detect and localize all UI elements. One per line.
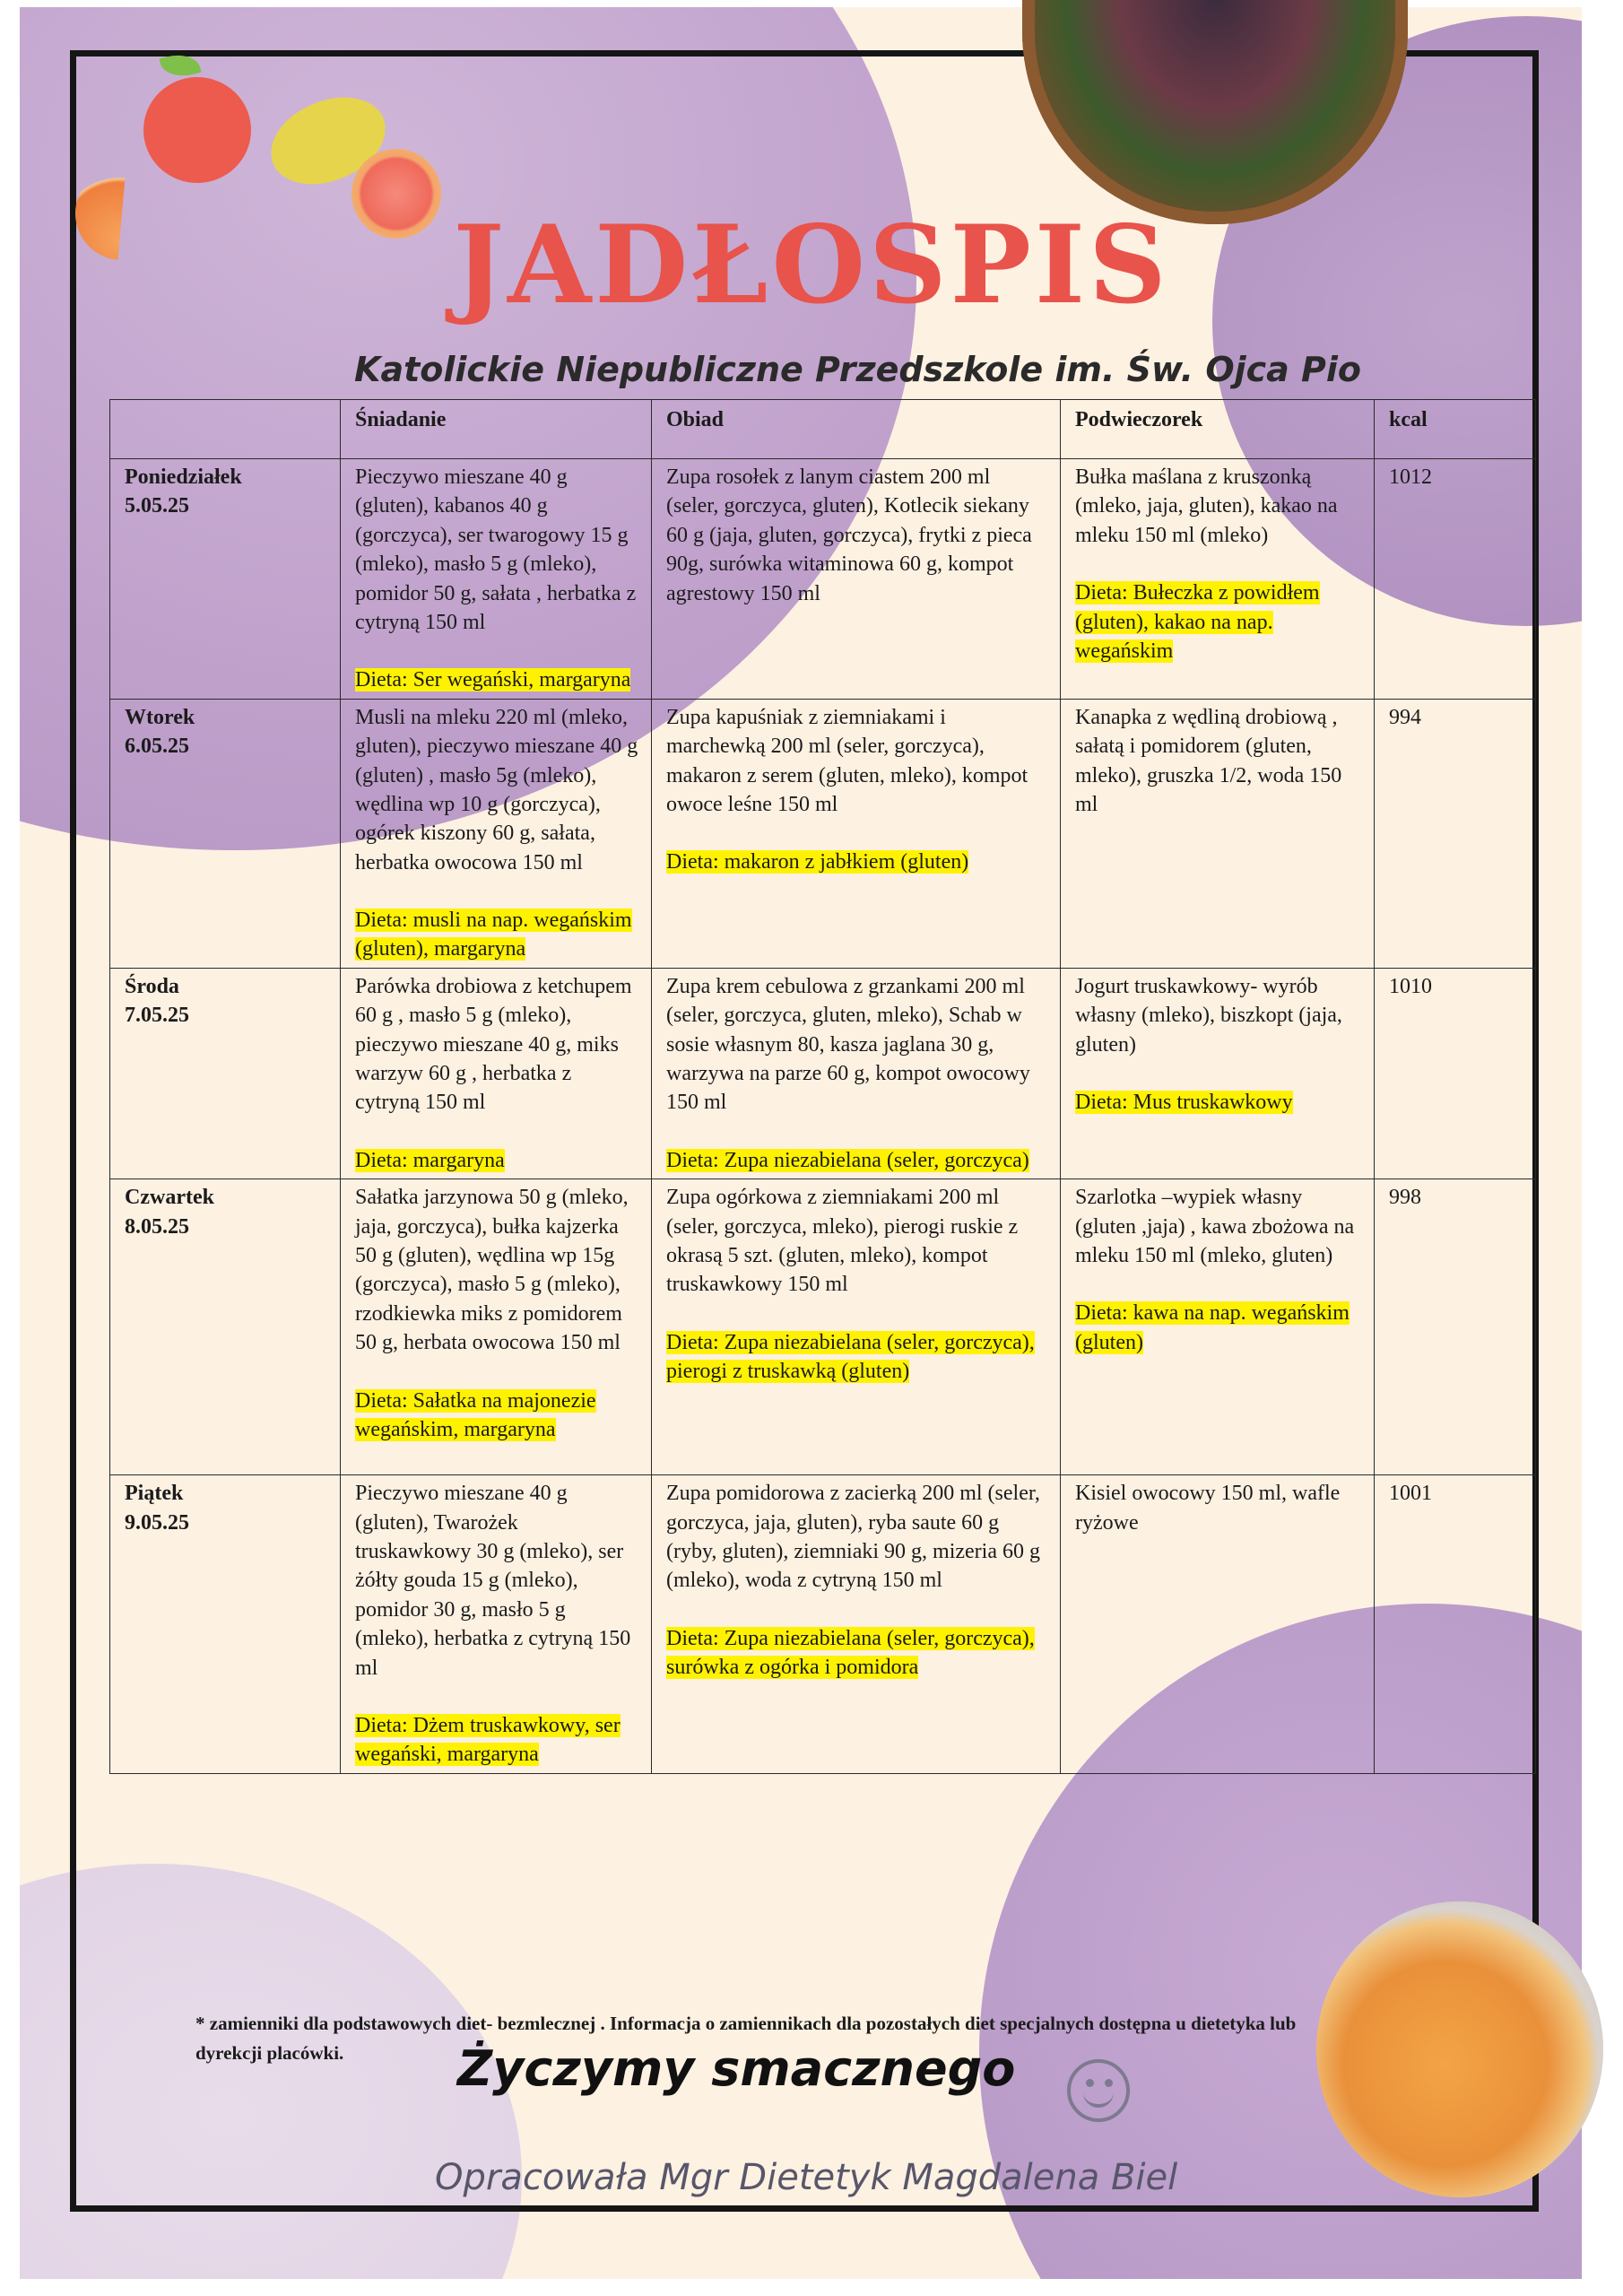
spacer: [355, 1358, 638, 1387]
spacer: [355, 1683, 638, 1711]
spacer: [355, 637, 638, 665]
kcal-cell: 1012: [1375, 459, 1536, 700]
lunch-cell: [652, 1475, 1061, 1774]
day-cell: [110, 699, 341, 968]
day-date: 6.05.25: [125, 735, 189, 759]
snack-text: Kanapka z wędliną drobiową , sałatą i pomidorem (gluten, mleko), gruszka 1/2, woda 150 ml: [1075, 705, 1342, 816]
table-row: [110, 1179, 1536, 1475]
breakfast-text: Musli na mleku 220 ml (mleko, gluten), pieczywo mieszane 40 g (gluten) , masło 5g (mleko), wędlina wp 10 g (gorczyca), ogórek kiszony 60 g, sałata, herbatka owocowa 150 ml: [355, 705, 638, 874]
lunch-cell: [652, 699, 1061, 968]
day-date: 8.05.25: [125, 1214, 189, 1239]
snack-cell: [1061, 459, 1375, 700]
breakfast-diet-note: Dieta: Sałatka na majonezie wegańskim, margaryna: [355, 1388, 596, 1441]
lunch-text: Zupa kapuśniak z ziemniakami i marchewką 200 ml (seler, gorczyca), makaron z serem (gluten, mleko), kompot owoce leśne 150 ml: [666, 705, 1028, 816]
kcal-cell: 1001: [1375, 1475, 1536, 1774]
breakfast-diet-note: Dieta: musli na nap. wegańskim (gluten), margaryna: [355, 909, 632, 961]
breakfast-text: Pieczywo mieszane 40 g (gluten), kabanos 40 g (gorczyca), ser twarogowy 15 g (mleko), masło 5 g (mleko), pomidor 50 g, sałata , herbatka z cytryną 150 ml: [355, 465, 637, 634]
day-name: Czwartek: [125, 1186, 214, 1210]
wish-text: Życzymy smacznego: [457, 2040, 1016, 2097]
smiley-icon: [1067, 2059, 1130, 2122]
lunch-diet-note: Dieta: Zupa niezabielana (seler, gorczyca): [666, 1148, 1029, 1172]
spacer: [1075, 550, 1361, 578]
table-row: [110, 699, 1536, 968]
snack-text: Szarlotka –wypiek własny (gluten ,jaja) , kawa zbożowa na mleku 150 ml (mleko, gluten): [1075, 1186, 1355, 1267]
header-sniadanie: Śniadanie: [341, 400, 652, 459]
day-name: Środa: [125, 974, 179, 998]
table-row: [110, 968, 1536, 1178]
author-credit: Opracowała Mgr Dietetyk Magdalena Biel: [435, 2157, 1178, 2198]
spacer: [666, 1118, 1047, 1146]
breakfast-cell: [341, 1475, 652, 1774]
spacer: [666, 1300, 1047, 1328]
kcal-cell: 998: [1375, 1179, 1536, 1475]
day-cell: [110, 1475, 341, 1774]
smiley-mouth: [1083, 2084, 1114, 2108]
breakfast-text: Sałatka jarzynowa 50 g (mleko, jaja, gorczyca), bułka kajzerka 50 g (gluten), wędlina wp 15g (gorczyca), masło 5 g (mleko), rzodkiewka miks z pomidorem 50 g, herbata owocowa 150 ml: [355, 1186, 629, 1355]
spacer: [1075, 1059, 1361, 1088]
breakfast-diet-note: Dieta: Ser wegański, margaryna: [355, 668, 631, 692]
kcal-cell: 1010: [1375, 968, 1536, 1178]
menu-table: [109, 399, 1536, 1774]
snack-cell: [1061, 699, 1375, 968]
snack-cell: [1061, 1179, 1375, 1475]
table-header-row: [110, 400, 1536, 459]
header-kcal: kcal: [1375, 400, 1536, 459]
kcal-cell: 994: [1375, 699, 1536, 968]
snack-cell: [1061, 968, 1375, 1178]
breakfast-cell: [341, 1179, 652, 1475]
spacer: [666, 1596, 1047, 1624]
day-date: 7.05.25: [125, 1004, 189, 1028]
day-date: 9.05.25: [125, 1510, 189, 1535]
header-podwieczorek: Podwieczorek: [1061, 400, 1375, 459]
lunch-cell: [652, 968, 1061, 1178]
breakfast-cell: [341, 459, 652, 700]
day-cell: [110, 968, 341, 1178]
lunch-diet-note: Dieta: Zupa niezabielana (seler, gorczyca), surówka z ogórka i pomidora: [666, 1626, 1035, 1680]
dish-image: [1316, 1901, 1603, 2197]
snack-diet-note: Dieta: kawa na nap. wegańskim (gluten): [1075, 1301, 1350, 1354]
lunch-text: Zupa rosołek z lanym ciastem 200 ml (seler, gorczyca, gluten), Kotlecik siekany 60 g (jaja, gluten, gorczyca), frytki z pieca 90g, surówka witaminowa 60 g, kompot agrestowy 150 ml: [666, 465, 1032, 605]
table-row: [110, 459, 1536, 700]
spacer: [355, 1118, 638, 1146]
snack-text: Kisiel owocowy 150 ml, wafle ryżowe: [1075, 1482, 1341, 1535]
page-title: JADŁOSPIS: [453, 202, 1170, 328]
snack-cell: [1061, 1475, 1375, 1774]
spacer: [1075, 1270, 1361, 1299]
breakfast-text: Pieczywo mieszane 40 g (gluten), Twarożek truskawkowy 30 g (mleko), ser żółty gouda 15 g (mleko), pomidor 30 g, masło 5 g (mleko), herbatka z cytryną 150 ml: [355, 1482, 631, 1680]
day-name: Piątek: [125, 1482, 184, 1506]
breakfast-diet-note: Dieta: Dżem truskawkowy, ser wegański, margaryna: [355, 1713, 621, 1767]
header-obiad: Obiad: [652, 400, 1061, 459]
snack-text: Jogurt truskawkowy- wyrób własny (mleko), biszkopt (jaja, gluten): [1075, 974, 1342, 1057]
lunch-cell: [652, 1179, 1061, 1475]
day-name: Poniedziałek: [125, 465, 242, 489]
day-cell: [110, 459, 341, 700]
header-day: [110, 400, 341, 459]
lunch-text: Zupa krem cebulowa z grzankami 200 ml (seler, gorczyca, gluten, mleko), Schab w sosie własnym 80, kasza jaglana 30 g, warzywa na parze 60 g, kompot owocowy 150 ml: [666, 974, 1030, 1115]
lunch-text: Zupa ogórkowa z ziemniakami 200 ml (seler, gorczyca, mleko), pierogi ruskie z okrasą 5 szt. (gluten, mleko), kompot truskawkowy 150 ml: [666, 1186, 1019, 1297]
snack-text: Bułka maślana z kruszonką (mleko, jaja, gluten), kakao na mleku 150 ml (mleko): [1075, 465, 1338, 547]
lunch-cell: [652, 459, 1061, 700]
breakfast-text: Parówka drobiowa z ketchupem 60 g , masło 5 g (mleko), pieczywo mieszane 40 g, miks warzyw 60 g , herbatka z cytryną 150 ml: [355, 974, 632, 1115]
lunch-diet-note: Dieta: makaron z jabłkiem (gluten): [666, 850, 969, 874]
table-row: [110, 1475, 1536, 1774]
snack-diet-note: Dieta: Mus truskawkowy: [1075, 1091, 1293, 1115]
snack-diet-note: Dieta: Bułeczka z powidłem (gluten), kakao na nap. wegańskim: [1075, 581, 1320, 663]
breakfast-diet-note: Dieta: margaryna: [355, 1148, 505, 1172]
day-name: Wtorek: [125, 705, 195, 729]
spacer: [666, 819, 1047, 848]
lunch-diet-note: Dieta: Zupa niezabielana (seler, gorczyca), pierogi z truskawką (gluten): [666, 1330, 1035, 1384]
lunch-text: Zupa pomidorowa z zacierką 200 ml (seler, gorczyca, jaja, gluten), ryba saute 60 g (ryby, gluten), ziemniaki 90 g, mizeria 60 g (mleko), woda z cytryną 150 ml: [666, 1482, 1040, 1593]
breakfast-cell: [341, 968, 652, 1178]
breakfast-cell: [341, 699, 652, 968]
spacer: [355, 877, 638, 906]
footnote: * zamienniki dla podstawowych diet- bezmlecznej . Informacja o zamiennikach dla pozostałych diet specjalnych dostępna u dietetyka lub dyrekcji placówki.: [195, 2013, 1297, 2064]
page-subtitle: Katolickie Niepubliczne Przedszkole im. Św. Ojca Pio: [354, 350, 1362, 389]
day-cell: [110, 1179, 341, 1475]
apple-icon: [143, 77, 251, 183]
day-date: 5.05.25: [125, 494, 189, 518]
